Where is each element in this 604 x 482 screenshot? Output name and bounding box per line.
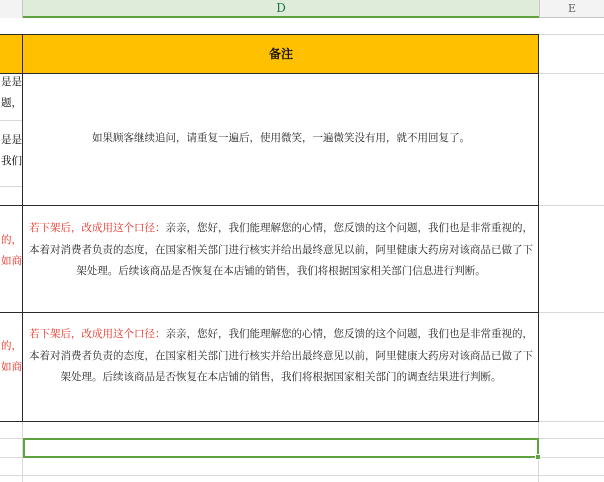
column-header-e[interactable]: E [539,0,604,18]
left-cell-fragment: 是是 [1,134,22,146]
gridline [0,120,23,121]
table-border [0,205,539,206]
gridline [0,186,23,187]
left-cell-fragment: 如商 [1,255,22,267]
remark-body: 亲亲，您好，我们能理解您的心情，您反馈的这个问题，我们也是非常重视的，本着对消费者负责的态度，在国家相关部门进行核实并给出最终意见以前，阿里健康大药房对该商品已做了下架处理。后续该商品是否恢复在本店铺的销售，我们将根据国家相关部门的调查结果进行判断。 [29,328,533,383]
left-cell-fragment: 我们 [1,155,22,167]
table-border [0,421,539,422]
remark-prefix: 若下架后，改成用这个口径： [29,328,166,340]
remark-cell-3[interactable] [26,324,536,389]
table-border [0,312,539,313]
remark-cell-1[interactable]: 如果顾客继续追问，请重复一遍后，使用微笑，一遍微笑没有用，就不用回复了。 [92,132,470,144]
left-cell-fragment: 如商 [1,361,22,373]
remark-body: 亲亲，您好，我们能理解您的心情，您反馈的这个问题，我们也是非常重视的，本着对消费者负责的态度，在国家相关部门进行核实并给出最终意见以前，阿里健康大药房对该商品已做了下架处理。后续该商品是否恢复在本店铺的销售，我们将根据国家相关部门信息进行判断。 [29,222,533,277]
left-cell-fragment: 的， [1,234,22,246]
gridline [539,205,604,206]
table-border [22,34,23,422]
table-border [0,34,539,35]
left-cell-fragment: 是是 [1,76,22,88]
remark-prefix: 若下架后，改成用这个口径： [29,222,166,234]
remark-cell-2[interactable] [26,218,536,283]
table-border [538,34,539,422]
column-header-d[interactable]: D [23,0,539,18]
fill-handle[interactable] [535,454,541,460]
table-border [0,73,539,74]
gridline [539,73,604,74]
gridline [539,312,604,313]
left-cell-fragment: 的， [1,340,22,352]
header-cell-remarks[interactable]: 备注 [268,47,293,61]
left-cell-fragment: 题， [1,97,22,109]
column-header-c[interactable] [0,0,23,18]
gridline [0,475,604,476]
selected-cell[interactable] [23,438,539,458]
